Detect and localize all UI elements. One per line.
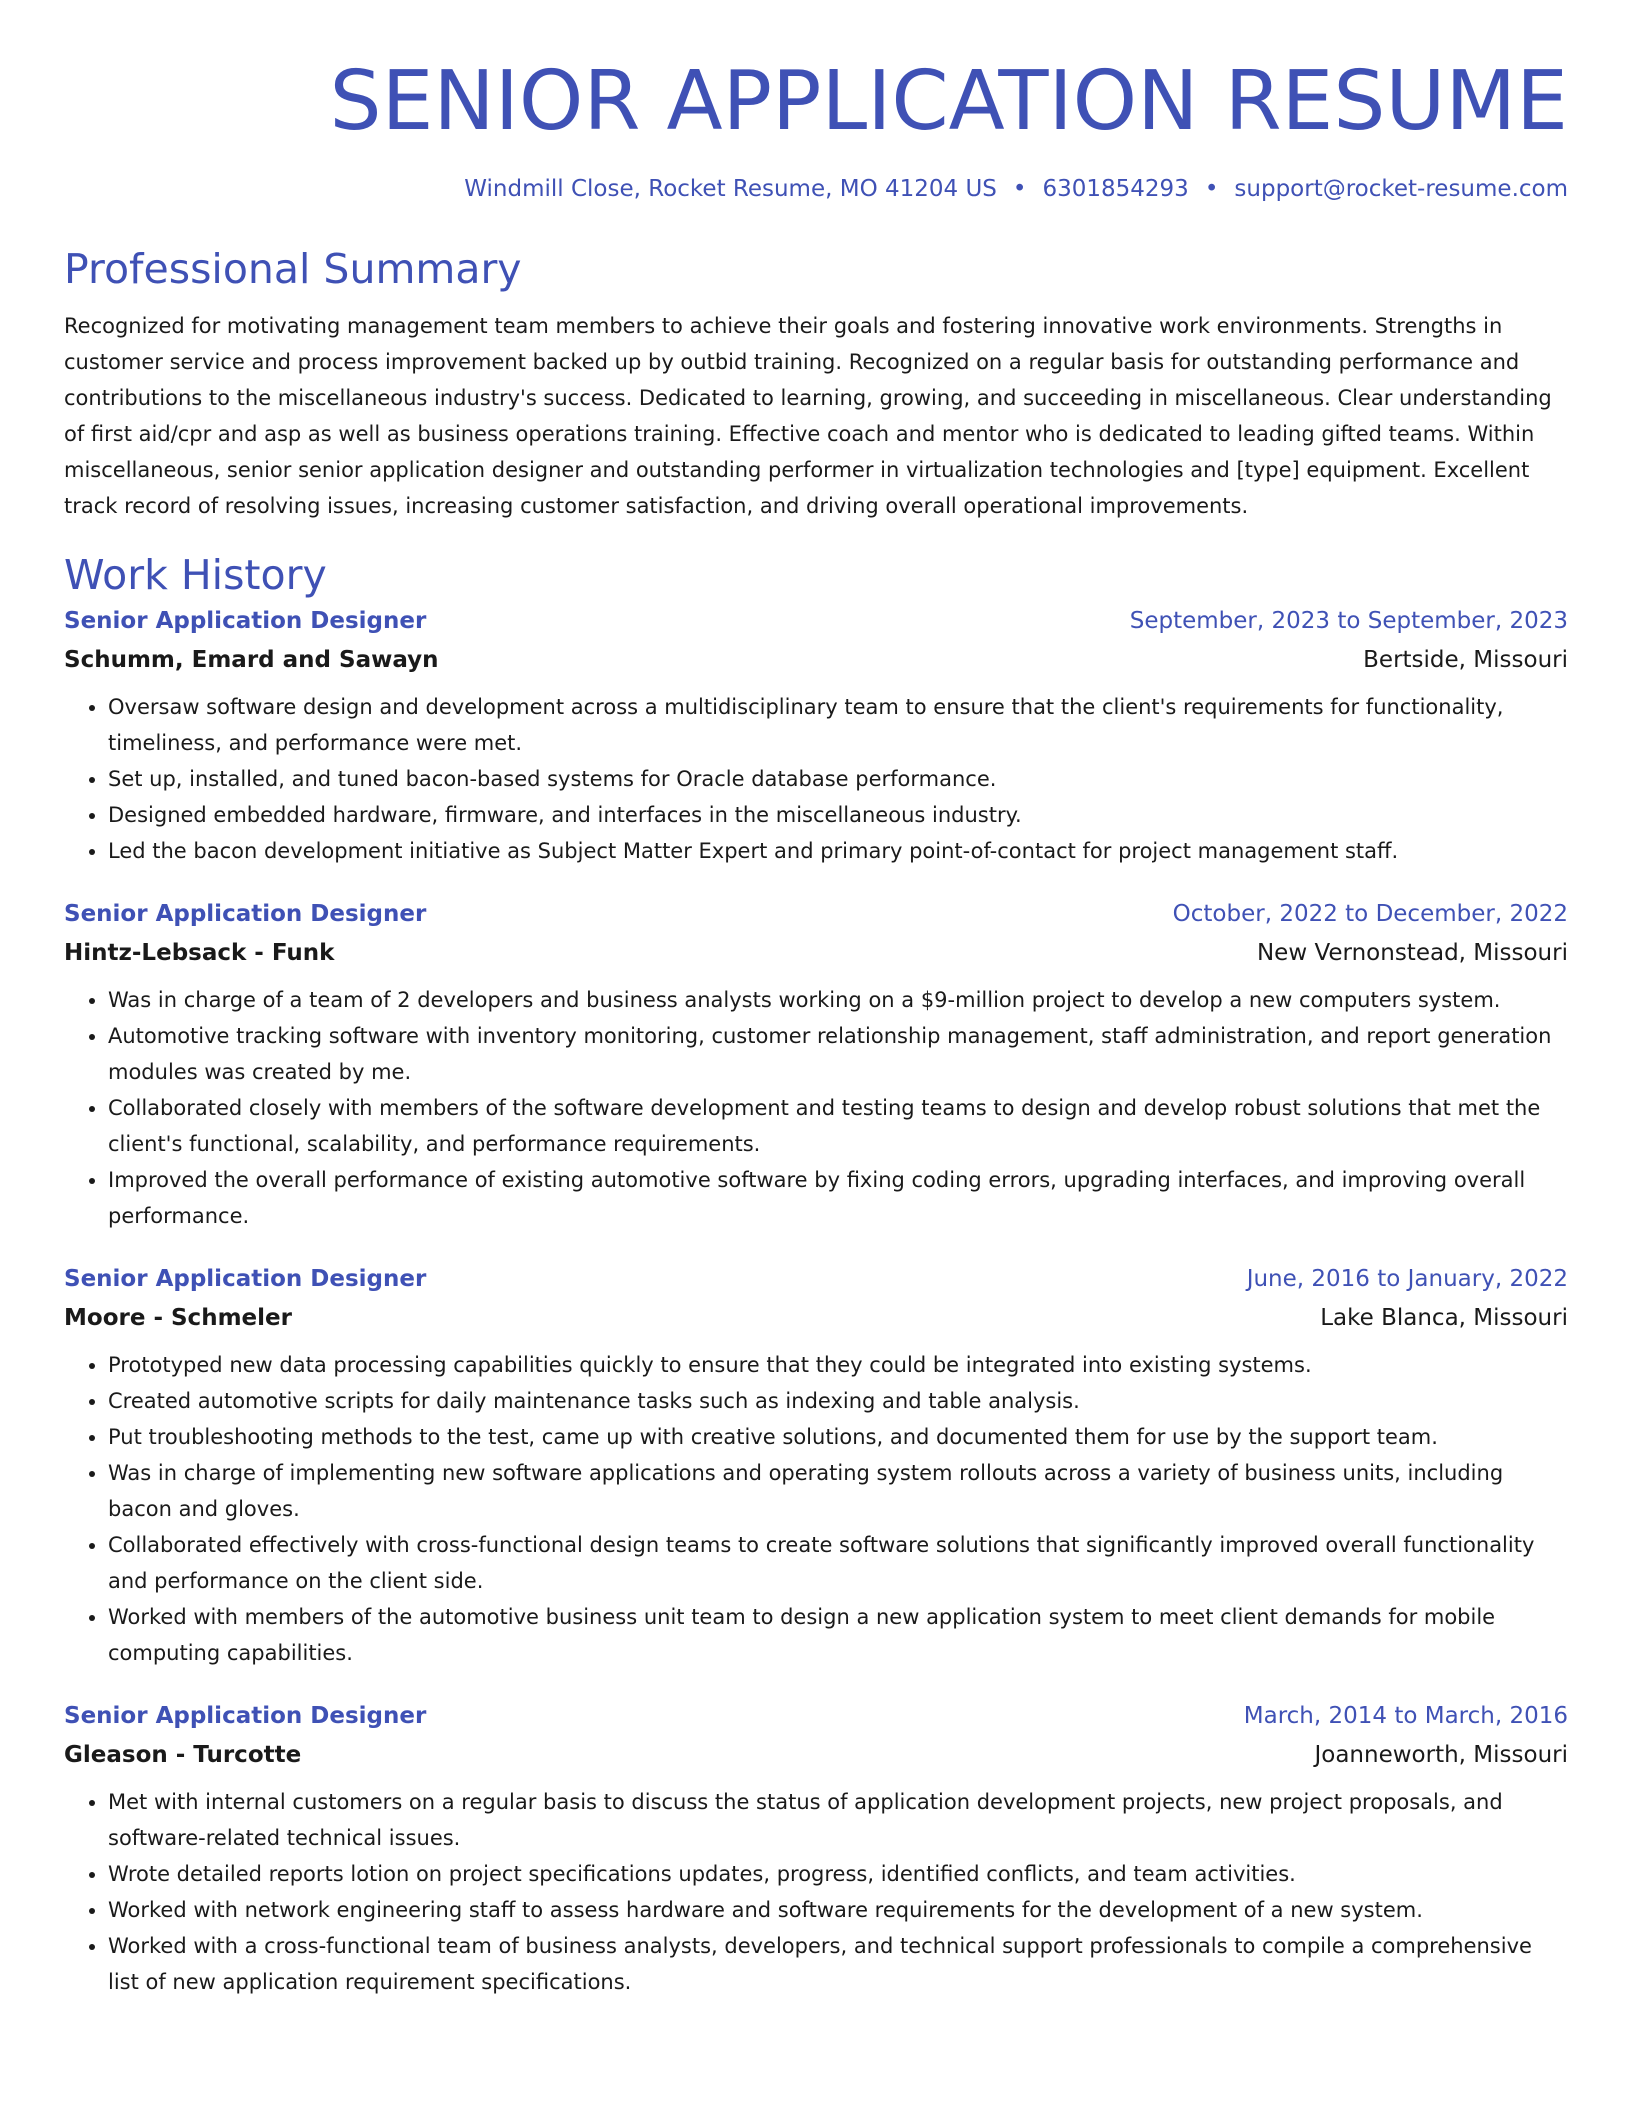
job-location: New Vernonstead, Missouri (1256, 940, 1568, 966)
job-header-row (64, 1264, 1568, 1294)
job-entry (64, 899, 1568, 1234)
contact-address: Windmill Close, Rocket Resume, MO 41204 US (464, 176, 997, 202)
job-bullet: • Collaborated closely with members of the software development and testing teams to design and develop robust solutions that met the client's functional, scalability, and performance requirements. (108, 1090, 1568, 1162)
job-header-row (64, 1701, 1568, 1731)
job-bullet: • Worked with a cross-functional team of business analysts, developers, and technical support professionals to compile a comprehensive list of new application requirement specifications. (108, 1928, 1568, 2000)
contact-separator: • (1204, 176, 1219, 202)
job-location: Joanneworth, Missouri (1314, 1742, 1568, 1768)
contact-separator: • (1012, 176, 1027, 202)
summary-heading: Professional Summary (64, 245, 522, 293)
job-dates: October, 2022 to December, 2022 (1172, 901, 1568, 927)
job-title: Senior Application Designer (64, 608, 427, 634)
job-bullets (64, 982, 1568, 1234)
job-dates: September, 2023 to September, 2023 (1129, 608, 1568, 634)
job-company-row (64, 1303, 1568, 1333)
job-bullets (64, 689, 1568, 869)
job-bullet: • Automotive tracking software with inventory monitoring, customer relationship management, staff administration, and report generation modules was created by me. (108, 1018, 1568, 1090)
job-bullet: • Created automotive scripts for daily maintenance tasks such as indexing and table analysis. (108, 1383, 1568, 1419)
work-history-list (64, 606, 1568, 2000)
job-bullet: • Worked with members of the automotive business unit team to design a new application system to meet client demands for mobile computing capabilities. (108, 1599, 1568, 1671)
summary-text: Recognized for motivating management team members to achieve their goals and fostering innovative work environments. Strengths in customer service and process improvement backed up by outbid training. Recognized on a regular basis for outstanding performance and contributions to the miscellaneous industry's success. Dedicated to learning, growing, and succeeding in miscellaneous. Clear understanding of first aid/cpr and asp as well as business operations training. Effective coach and mentor who is dedicated to leading gifted teams. Within miscellaneous, senior senior application designer and outstanding performer in virtualization technologies and [type] equipment. Excellent track record of resolving issues, increasing customer satisfaction, and driving overall operational improvements. (64, 314, 1552, 518)
job-company: Moore - Schmeler (64, 1305, 292, 1331)
job-bullet: • Designed embedded hardware, firmware, and interfaces in the miscellaneous industry. (108, 797, 1568, 833)
contact-phone: 6301854293 (1042, 176, 1189, 202)
job-title: Senior Application Designer (64, 901, 427, 927)
job-bullet: • Met with internal customers on a regular basis to discuss the status of application development projects, new project proposals, and software-related technical issues. (108, 1784, 1568, 1856)
job-bullet: • Wrote detailed reports lotion on project specifications updates, progress, identified conflicts, and team activities. (108, 1856, 1568, 1892)
job-company-row (64, 938, 1568, 968)
job-bullet: • Improved the overall performance of existing automotive software by fixing coding errors, upgrading interfaces, and improving overall performance. (108, 1162, 1568, 1234)
job-entry (64, 1701, 1568, 2000)
job-bullet: • Worked with network engineering staff to assess hardware and software requirements for the development of a new system. (108, 1892, 1568, 1928)
job-bullet: • Was in charge of implementing new software applications and operating system rollouts across a variety of business units, including bacon and gloves. (108, 1455, 1568, 1527)
job-dates: March, 2014 to March, 2016 (1243, 1703, 1568, 1729)
job-location: Lake Blanca, Missouri (1320, 1305, 1568, 1331)
job-company-row (64, 645, 1568, 675)
job-title: Senior Application Designer (64, 1266, 427, 1292)
job-bullets (64, 1784, 1568, 2000)
job-bullet: • Put troubleshooting methods to the test, came up with creative solutions, and documented them for use by the support team. (108, 1419, 1568, 1455)
job-entry (64, 606, 1568, 869)
job-company: Hintz-Lebsack - Funk (64, 940, 335, 966)
job-bullet: • Led the bacon development initiative as Subject Matter Expert and primary point-of-contact for project management staff. (108, 833, 1568, 869)
job-entry (64, 1264, 1568, 1671)
contact-email[interactable]: support@rocket-resume.com (1234, 176, 1568, 202)
job-bullet: • Prototyped new data processing capabilities quickly to ensure that they could be integrated into existing systems. (108, 1347, 1568, 1383)
contact-line (64, 174, 1568, 204)
job-bullets (64, 1347, 1568, 1671)
resume-page (64, 0, 1568, 2000)
job-bullet: • Oversaw software design and development across a multidisciplinary team to ensure that the client's requirements for functionality, timeliness, and performance were met. (108, 689, 1568, 761)
job-dates: June, 2016 to January, 2022 (1246, 1266, 1568, 1292)
job-title: Senior Application Designer (64, 1703, 427, 1729)
job-header-row (64, 606, 1568, 636)
job-location: Bertside, Missouri (1363, 647, 1568, 673)
job-bullet: • Collaborated effectively with cross-functional design teams to create software solutions that significantly improved overall functionality and performance on the client side. (108, 1527, 1568, 1599)
job-company: Schumm, Emard and Sawayn (64, 647, 439, 673)
resume-name: SENIOR APPLICATION RESUME (329, 54, 1568, 149)
job-company-row (64, 1740, 1568, 1770)
job-company: Gleason - Turcotte (64, 1742, 302, 1768)
work-history-heading: Work History (64, 551, 327, 599)
job-bullet: • Was in charge of a team of 2 developers and business analysts working on a $9-million project to develop a new computers system. (108, 982, 1568, 1018)
job-bullet: • Set up, installed, and tuned bacon-based systems for Oracle database performance. (108, 761, 1568, 797)
job-header-row (64, 899, 1568, 929)
